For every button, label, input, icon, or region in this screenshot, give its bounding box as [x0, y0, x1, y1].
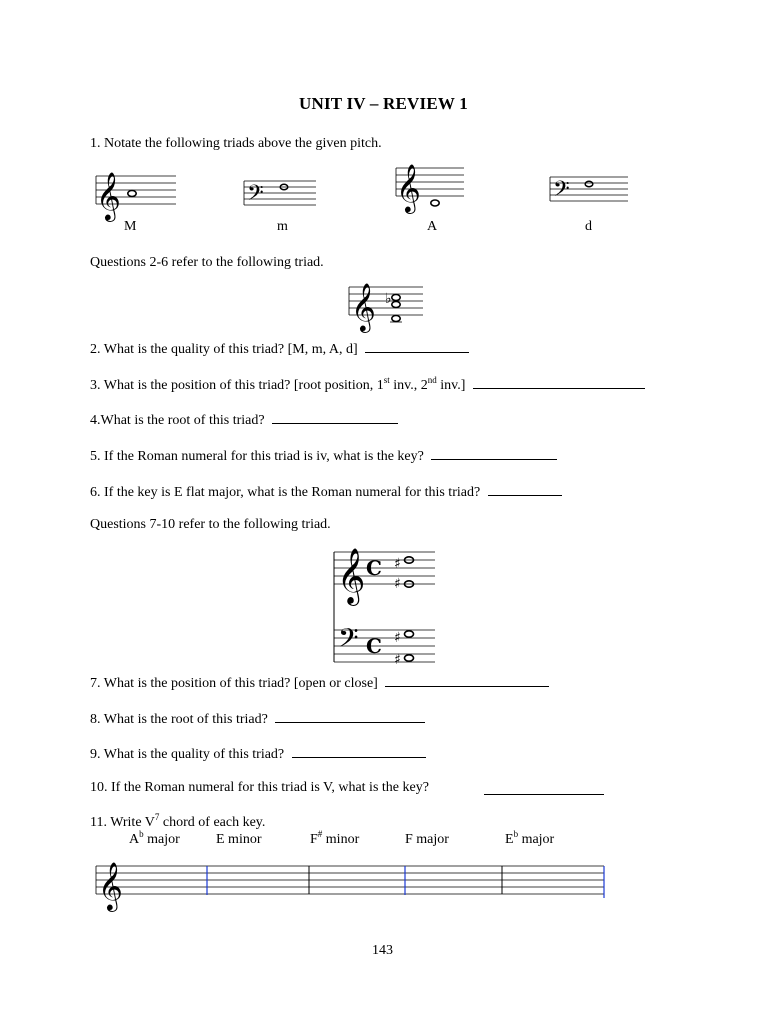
question-5	[90, 446, 557, 465]
question-11-text-post: chord of each key.	[159, 815, 266, 830]
treble-clef-icon: 𝄞	[337, 548, 366, 604]
note-whole	[431, 200, 439, 206]
common-time-icon: C	[366, 556, 382, 580]
note-whole	[392, 316, 400, 322]
note-whole	[405, 631, 414, 637]
answer-blank-6[interactable]	[488, 482, 562, 496]
treble-clef-icon: 𝄞	[98, 861, 123, 910]
note-whole	[585, 181, 593, 186]
question-6	[90, 482, 562, 501]
answer-blank-5[interactable]	[431, 446, 557, 460]
treble-clef-icon: 𝄞	[351, 282, 376, 331]
question-6-text: 6. If the key is E flat major, what is the Roman numeral for this triad?	[90, 485, 481, 500]
question-3-text-mid: inv., 2	[389, 378, 428, 393]
page-title: UNIT IV – REVIEW 1	[299, 94, 468, 113]
triad-label-A: A	[427, 219, 438, 234]
question-7	[90, 673, 549, 692]
answer-blank-9[interactable]	[292, 744, 426, 758]
key-label-4: F major	[405, 832, 449, 847]
bass-clef-icon: 𝄢	[338, 622, 359, 660]
staff-q1-bass-2	[550, 174, 630, 208]
treble-clef-icon: 𝄞	[396, 163, 421, 212]
question-9	[90, 744, 426, 763]
triad-label-d: d	[585, 219, 592, 234]
question-11	[90, 812, 266, 831]
staff-q11[interactable]	[96, 858, 608, 910]
question-10-text: 10. If the Roman numeral for this triad is V, what is the key?	[90, 780, 429, 795]
note-whole	[392, 302, 400, 308]
flat-icon: ♭	[385, 291, 392, 307]
question-1-text: 1. Notate the following triads above the given pitch.	[90, 136, 382, 151]
staff-q1-treble-a	[96, 170, 178, 220]
question-2-text: 2. What is the quality of this triad? [M, m, A, d]	[90, 342, 358, 357]
note-whole	[392, 295, 400, 301]
question-3-text-pre: 3. What is the position of this triad? [root position, 1	[90, 378, 384, 393]
sharp-icon: ♯	[394, 576, 401, 592]
question-3-text-post: inv.]	[436, 378, 466, 393]
key-label-1: $A^b$ major	[129, 829, 180, 847]
sharp-icon: ♯	[394, 652, 401, 668]
question-3	[90, 375, 645, 394]
superscript-7: 7	[154, 812, 160, 822]
question-2	[90, 339, 469, 358]
sharp-icon: ♯	[394, 556, 401, 572]
intro-questions-2-6: Questions 2-6 refer to the following triad.	[90, 255, 324, 270]
triad-label-m: m	[277, 219, 288, 234]
question-8-text: 8. What is the root of this triad?	[90, 712, 268, 727]
staff-q1-treble-low	[396, 162, 466, 212]
superscript-st: st	[383, 375, 390, 385]
answer-blank-4[interactable]	[272, 410, 398, 424]
question-5-text: 5. If the Roman numeral for this triad is iv, what is the key?	[90, 449, 424, 464]
question-9-text: 9. What is the quality of this triad?	[90, 747, 285, 762]
answer-blank-2[interactable]	[365, 339, 469, 353]
key-label-3: F# minor	[310, 829, 360, 847]
grand-staff-7-10	[333, 540, 437, 666]
bass-clef-icon: 𝄢	[247, 181, 264, 211]
note-whole	[128, 191, 136, 197]
key-label-5: $E^b$ major	[505, 829, 555, 847]
answer-blank-3[interactable]	[473, 375, 645, 389]
answer-blank-10[interactable]	[484, 781, 604, 795]
question-10	[90, 780, 429, 796]
answer-blank-8[interactable]	[275, 709, 425, 723]
common-time-icon: C	[366, 634, 382, 658]
intro-questions-7-10: Questions 7-10 refer to the following triad.	[90, 517, 331, 532]
key-label-2: E minor	[216, 832, 262, 847]
page-number: 143	[372, 943, 393, 958]
question-11-text-pre: 11. Write V	[90, 815, 155, 830]
staff-triad-2-6	[349, 275, 425, 331]
bass-clef-icon: 𝄢	[553, 177, 570, 207]
answer-blank-7[interactable]	[385, 673, 549, 687]
question-4	[90, 410, 398, 429]
question-8	[90, 709, 425, 728]
question-7-text: 7. What is the position of this triad? [open or close]	[90, 676, 378, 691]
question-4-text: 4.What is the root of this triad?	[90, 413, 265, 428]
staff-q1-bass	[244, 178, 318, 212]
note-whole	[405, 655, 414, 661]
triad-label-M: M	[124, 219, 137, 234]
superscript-nd: nd	[427, 375, 437, 385]
sharp-icon: ♯	[394, 630, 401, 646]
treble-clef-icon: 𝄞	[96, 171, 121, 220]
